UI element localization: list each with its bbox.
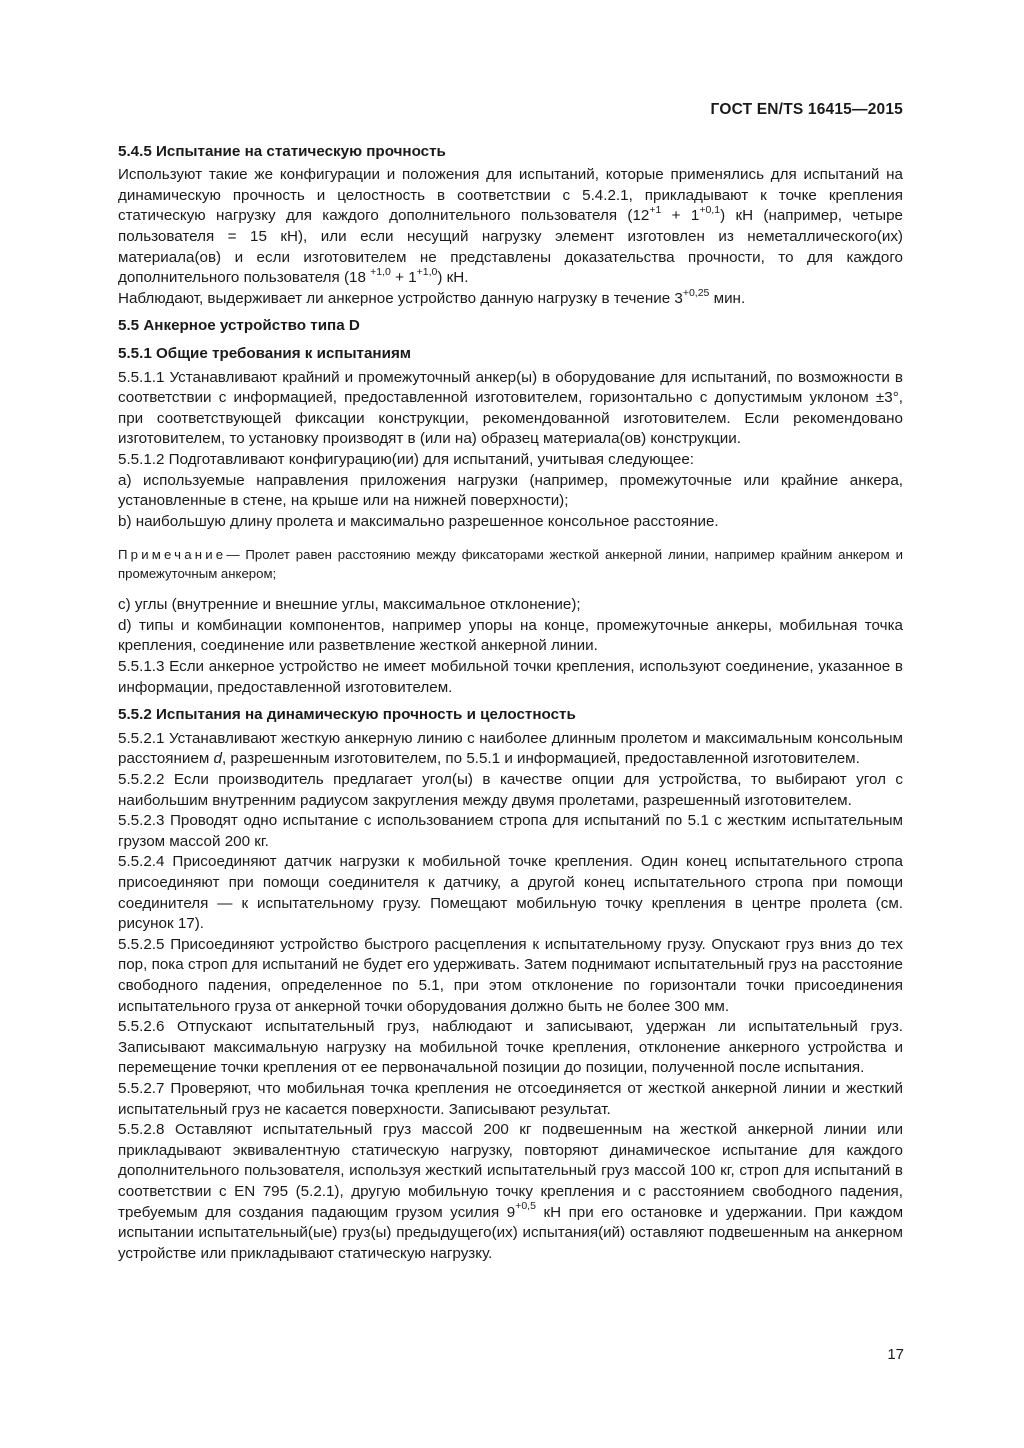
paragraph-5-5-1-2: 5.5.1.2 Подготавливают конфигурацию(ии) для испытаний, учитывая следующее: [118,450,695,468]
paragraph-5-5-2-7: 5.5.2.7 Проверяют, что мобильная точка крепления не отсоединяется от жесткой анкерной линии и жесткий испытательный груз не касается поверхности. Записывают результат. [118,1079,903,1118]
section-5-4-5-paragraph-2: Наблюдают, выдерживает ли анкерное устройство данную нагрузку в течение $3^{+0,25}$ мин. [118,286,746,307]
paragraph-5-5-2-8: 5.5.2.8 Оставляют испытательный груз массой 200 кг подвешенным на жесткой анкерной линии или прикладывают эквивалентную статическую нагрузку, повторяют динамическое испытание для каждого дополнительного пользователя, используя жесткий испытательный груз массой 100 кг, строп для испытаний в соответствии с EN 795 (5.2.1), другую мобильную точку крепления и с расстоянием свободного падения, требуемым для создания падающим грузом усилия $9^{+0,5}$ кН при его остановке и удержании. При каждом испытании испытательный(ые) груз(ы) предыдущего(их) испытания(ий) оставляют подвешенным на анкерном устройстве или прикладывают статическую нагрузку. [118,1121,904,1262]
list-item-a: a) используемые направления приложения нагрузки (например, промежуточные или крайние анкера, установленные в стене, на крыше или на нижней поверхности); [118,471,903,510]
section-5-5-2-heading: 5.5.2 Испытания на динамическую прочность и целостность [118,706,576,724]
paragraph-5-5-1-1: 5.5.1.1 Устанавливают крайний и промежуточный анкер(ы) в оборудование для испытаний, по возможности в соответствии с информацией, предоставленной изготовителем, горизонтально с допустимым уклоном ±3°, при соответствующей фиксации конструкции, рекомендованной изготовителем. Если рекомендовано изготовителем, то установку производят в (или на) образец материала(ов) конструкции. [118,368,903,448]
section-5-4-5-heading: 5.4.5 Испытание на статическую прочность [118,142,446,160]
document-page [118,100,903,1264]
page-number: 17 [887,1346,904,1363]
note-label: Примечание [118,547,227,563]
section-5-5-heading: 5.5 Анкерное устройство типа D [118,317,360,335]
paragraph-5-5-2-5: 5.5.2.5 Присоединяют устройство быстрого расцепления к испытательному грузу. Опускают груз вниз до тех пор, пока строп для испытаний не будет его удерживать. Затем поднимают испытательный груз на расстояние свободного падения, определенное по 5.1, при этом отклонение по горизонтали точки присоединения испытательного груза от анкерной точки оборудования должно быть не более 300 мм. [118,935,903,1015]
list-item-d: d) типы и комбинации компонентов, например упоры на конце, промежуточные анкеры, мобильная точка крепления, соединение или разветвление жесткой анкерной линии. [118,616,903,655]
note [118,545,903,583]
list-item-b: b) наибольшую длину пролета и максимально разрешенное консольное расстояние. [118,512,719,530]
paragraph-5-5-1-3: 5.5.1.3 Если анкерное устройство не имеет мобильной точки крепления, используют соединение, указанное в информации, предоставленной изготовителем. [118,658,903,696]
paragraph-5-5-2-6: 5.5.2.6 Отпускают испытательный груз, наблюдают и записывают, удержан ли испытательный груз. Записывают максимальную нагрузку на мобильной точке крепления, отклонение анкерного устройства и перемещение точки крепления от ее первоначальной позиции до позиции, полученной после испытания. [118,1018,903,1077]
paragraph-5-5-2-2: 5.5.2.2 Если производитель предлагает угол(ы) в качестве опции для устройства, то выбирают угол с наибольшим внутренним радиусом закругления между двумя пролетами, разрешенный изготовителем. [118,771,903,809]
paragraph-5-5-2-3: 5.5.2.3 Проводят одно испытание с использованием стропа для испытаний по 5.1 с жестким испытательным грузом массой 200 кг. [118,812,903,850]
section-5-5-1-heading: 5.5.1 Общие требования к испытаниям [118,344,412,362]
paragraph-5-5-2-1: 5.5.2.1 Устанавливают жесткую анкерную линию с наиболее длинным пролетом и максимальным консольным расстоянием d, разрешенным изготовителем, по 5.5.1 и информацией, предоставленной изготовителем. [118,729,903,768]
section-5-4-5-paragraph-1: Используют такие же конфигурации и положения для испытаний, которые применялись для испытаний на динамическую прочность и целостность в соответствии с 5.4.2.1, прикладывают к точке крепления статическую нагрузку для каждого дополнительного пользователя $(12^{+1} + 1^{+0,1})$ кН (например, четыре пользователя = 15 кН), или если несущий нагрузку элемент изготовлен из неметаллического(их) материала(ов) и если изготовителем не представлены доказательства прочности, то для каждого дополнительного пользователя (18 $^{+1,0} + 1^{+1,0}$) кН. [118,166,903,287]
paragraph-5-5-2-4: 5.5.2.4 Присоединяют датчик нагрузки к мобильной точке крепления. Один конец испытательного стропа присоединяют при помощи соединителя к датчику, а другой конец испытательного стропа при помощи соединителя — к испытательному грузу. Помещают мобильную точку крепления в центре пролета (см. рисунок 17). [118,853,903,933]
standard-header: ГОСТ EN/TS 16415—2015 [710,101,903,118]
note-text: — Пролет равен расстоянию между фиксаторами жесткой анкерной линии, например крайним анкером и промежуточным анкером; [118,547,903,582]
list-item-c: c) углы (внутренние и внешние углы, максимальное отклонение); [118,596,581,614]
